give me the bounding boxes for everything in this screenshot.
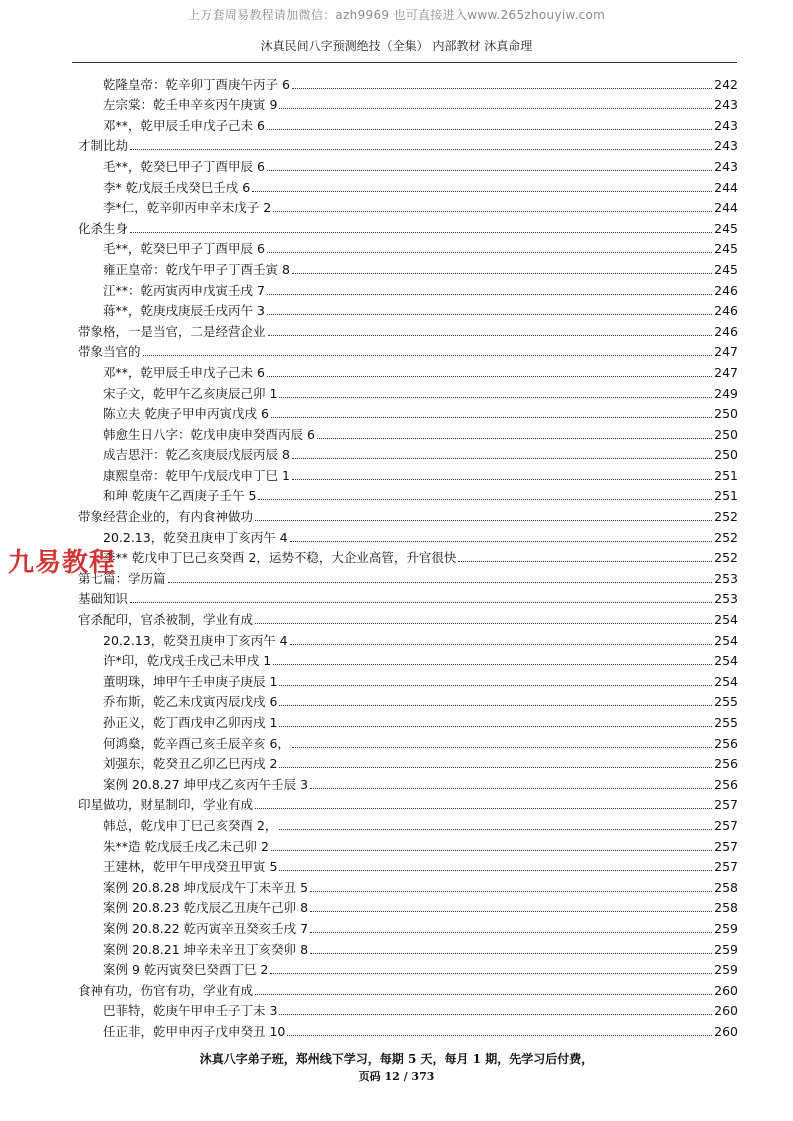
toc-entry-title: 带象经营企业的，有内食神做功 (78, 509, 254, 525)
toc-entry-page: 242 (714, 76, 738, 92)
dot-leader (279, 705, 712, 706)
toc-entry-page: 253 (714, 570, 738, 586)
toc-entry-title: 案例 20.8.27 坤甲戌乙亥丙午壬辰 3 (103, 776, 309, 792)
dot-leader (290, 541, 712, 542)
document-footer: 沐真八字弟子班，郑州线下学习，每期 5 天，每月 1 期，先学习后付费， (199, 1052, 594, 1066)
toc-entry-title: 才制比劫 (78, 138, 129, 154)
toc-entry-page: 245 (714, 241, 738, 257)
toc-entry-title: 宋子文，乾甲午乙亥庚辰己卯 1 (103, 385, 278, 401)
toc-entry-title: 成吉思汗：乾乙亥庚辰戊辰丙辰 8 (103, 447, 290, 463)
toc-entry-page: 260 (714, 1003, 738, 1019)
toc-entry-title: 康熙皇帝：乾甲午戊辰戊申丁巳 1 (103, 467, 290, 483)
toc-entry[interactable] (78, 607, 738, 628)
toc-entry-page: 250 (714, 426, 738, 442)
document-header: 沐真民间八字预测绝技（全集） 内部教材 沐真命理 (260, 39, 533, 53)
toc-entry[interactable] (78, 752, 738, 773)
toc-entry[interactable] (78, 731, 738, 752)
dot-leader (143, 355, 712, 356)
toc-entry[interactable] (78, 937, 738, 958)
toc-entry-page: 254 (714, 612, 738, 628)
dot-leader (130, 602, 712, 603)
toc-entry[interactable] (78, 958, 738, 979)
toc-entry-title: 李*仁，乾辛卯丙申辛未戊子 2 (103, 200, 272, 216)
toc-entry-title: 许*印，乾戊戌壬戌己未甲戌 1 (103, 653, 272, 669)
dot-leader (271, 850, 712, 851)
dot-leader (255, 808, 712, 809)
dot-leader (255, 623, 712, 624)
toc-entry-title: 乔布斯，乾乙未戊寅丙辰戊戌 6 (103, 694, 278, 710)
dot-leader (270, 973, 712, 974)
dot-leader (310, 911, 712, 912)
toc-entry-page: 254 (714, 673, 738, 689)
dot-leader (279, 685, 712, 686)
toc-entry-title: 巴菲特，乾庚午甲申壬子丁未 3 (103, 1003, 278, 1019)
toc-entry-page: 260 (714, 1023, 738, 1039)
toc-entry-title: 基础知识 (78, 591, 129, 607)
toc-entry-page: 245 (714, 220, 738, 236)
toc-entry[interactable] (78, 669, 738, 690)
toc-entry-page: 252 (714, 550, 738, 566)
toc-entry-title: 董明珠，坤甲午壬申庚子庚辰 1 (103, 673, 278, 689)
toc-entry-title: 王建林，乾甲午甲戌癸丑甲寅 5 (103, 859, 278, 875)
toc-entry[interactable] (78, 896, 738, 917)
toc-entry[interactable] (78, 93, 738, 114)
toc-entry-title: 邓**，乾甲辰壬申戊子己未 6 (103, 117, 265, 133)
toc-entry[interactable] (78, 710, 738, 731)
toc-entry[interactable] (78, 834, 738, 855)
dot-leader (292, 747, 712, 748)
toc-entry-page: 253 (714, 591, 738, 607)
toc-entry[interactable] (78, 319, 738, 340)
toc-entry-title: 化杀生身 (78, 220, 129, 236)
dot-leader (258, 499, 712, 500)
toc-entry-title: 雍正皇帝：乾戊午甲子丁酉壬寅 8 (103, 261, 290, 277)
dot-leader (279, 870, 712, 871)
toc-entry-page: 259 (714, 962, 738, 978)
toc-entry[interactable] (78, 134, 738, 155)
toc-entry[interactable] (78, 278, 738, 299)
toc-entry[interactable] (78, 978, 738, 999)
toc-entry-title: 第七篇：学历篇 (78, 570, 166, 586)
dot-leader (255, 994, 712, 995)
toc-entry-title: 李* 乾戊辰壬戌癸巳壬戌 6 (103, 179, 251, 195)
toc-entry-page: 259 (714, 941, 738, 957)
toc-entry-page: 251 (714, 488, 738, 504)
toc-entry-page: 252 (714, 529, 738, 545)
toc-entry-title: 朱**造 乾戊辰壬戌乙未己卯 2 (103, 838, 269, 854)
toc-entry[interactable] (78, 422, 738, 443)
dot-leader (255, 520, 712, 521)
toc-entry[interactable] (78, 484, 738, 505)
toc-entry-page: 257 (714, 817, 738, 833)
toc-entry-page: 255 (714, 694, 738, 710)
toc-entry[interactable] (78, 875, 738, 896)
toc-entry-title: 食神有功，伤官有功，学业有成 (78, 982, 254, 998)
toc-entry[interactable] (78, 381, 738, 402)
dot-leader (317, 438, 712, 439)
toc-entry-title: 官杀配印，官杀被制，学业有成 (78, 612, 254, 628)
toc-entry-title: 毛**，乾癸巳甲子丁酉甲辰 6 (103, 158, 265, 174)
toc-entry-page: 257 (714, 859, 738, 875)
dot-leader (292, 479, 712, 480)
toc-entry-page: 247 (714, 344, 738, 360)
toc-entry[interactable] (78, 999, 738, 1020)
dot-leader (267, 314, 712, 315)
dot-leader (279, 108, 712, 109)
toc-entry-title: 和珅 乾庚午乙酉庚子壬午 5 (103, 488, 257, 504)
toc-entry-page: 255 (714, 715, 738, 730)
dot-leader (252, 191, 712, 192)
dot-leader (271, 417, 712, 418)
dot-leader (310, 953, 712, 954)
toc-entry[interactable] (78, 237, 738, 258)
dot-leader (130, 232, 712, 233)
toc-entry-page: 244 (714, 179, 738, 195)
toc-entry-title: 案例 20.8.21 坤辛未辛丑丁亥癸卯 8 (103, 941, 309, 957)
toc-entry[interactable] (78, 546, 738, 567)
header-divider (72, 62, 737, 63)
dot-leader (292, 458, 712, 459)
toc-entry[interactable] (78, 154, 738, 175)
toc-entry-title: 案例 20.8.28 坤戊辰戊午丁未辛丑 5 (103, 879, 309, 895)
toc-entry[interactable] (78, 443, 738, 464)
toc-entry[interactable] (78, 257, 738, 278)
toc-entry-page: 247 (714, 364, 738, 380)
toc-entry-page: 243 (714, 117, 738, 133)
toc-entry-title: 乾隆皇帝：乾辛卯丁酉庚午丙子 6 (103, 76, 290, 92)
toc-entry[interactable] (78, 772, 738, 793)
toc-entry-page: 257 (714, 838, 738, 854)
toc-entry-page: 256 (714, 735, 738, 751)
dot-leader (310, 932, 712, 933)
dot-leader (458, 561, 712, 562)
toc-entry-page: 254 (714, 632, 738, 648)
toc-entry[interactable] (78, 504, 738, 525)
toc-entry-page: 258 (714, 900, 738, 916)
dot-leader (279, 767, 712, 768)
toc-entry-page: 258 (714, 879, 738, 895)
toc-entry-title: 左宗棠：乾壬申辛亥丙午庚寅 9 (103, 97, 278, 113)
toc-entry-title: 20.2.13，乾癸丑庚申丁亥丙午 4 (103, 529, 288, 545)
toc-entry-page: 243 (714, 138, 738, 154)
toc-entry-page: 249 (714, 385, 738, 401)
toc-entry-title: 韩总，乾戊申丁巳己亥癸酉 2， (103, 817, 278, 833)
toc-entry[interactable] (78, 463, 738, 484)
toc-entry[interactable] (78, 402, 738, 423)
toc-entry[interactable] (78, 628, 738, 649)
dot-leader (267, 252, 712, 253)
toc-entry[interactable] (78, 649, 738, 670)
toc-entry-page: 246 (714, 323, 738, 339)
toc-entry[interactable] (78, 813, 738, 834)
toc-entry-title: 刘强东，乾癸丑乙卯乙巳丙戌 2 (103, 756, 278, 772)
toc-entry-title: 案例 20.8.22 乾丙寅辛丑癸亥壬戌 7 (103, 920, 309, 936)
toc-entry[interactable] (78, 216, 738, 237)
toc-entry[interactable] (78, 360, 738, 381)
toc-entry-page: 256 (714, 756, 738, 772)
toc-entry-title: 案例 9 乾丙寅癸巳癸酉丁巳 2 (103, 962, 269, 978)
toc-entry-page: 259 (714, 920, 738, 936)
toc-entry-title: 江**：乾丙寅丙申戊寅壬戌 7 (103, 282, 265, 298)
dot-leader (290, 644, 712, 645)
page-number: 页码 12 / 373 (358, 1070, 435, 1083)
toc-entry[interactable] (78, 175, 738, 196)
dot-leader (267, 129, 712, 130)
dot-leader (130, 149, 712, 150)
toc-entry-title: 毛**，乾癸巳甲子丁酉甲辰 6 (103, 241, 265, 257)
table-of-contents (78, 72, 738, 1040)
toc-entry-page: 246 (714, 282, 738, 298)
toc-entry-page: 260 (714, 982, 738, 998)
toc-entry[interactable] (78, 1019, 738, 1040)
toc-entry-title: 何鸿燊，乾辛酉己亥壬辰辛亥 6， (103, 735, 290, 751)
toc-entry-title: 带象当官的 (78, 344, 141, 360)
toc-entry[interactable] (78, 340, 738, 361)
dot-leader (267, 376, 712, 377)
toc-entry-page: 257 (714, 797, 738, 813)
toc-entry[interactable] (78, 72, 738, 93)
dot-leader (279, 1014, 712, 1015)
toc-entry[interactable] (78, 113, 738, 134)
dot-leader (292, 273, 712, 274)
dot-leader (268, 335, 712, 336)
toc-entry-title: 蒋**，乾庚戌庚辰壬戌丙午 3 (103, 303, 265, 319)
toc-entry-page: 243 (714, 158, 738, 174)
dot-leader (310, 891, 712, 892)
toc-entry-title: 李** 乾戊申丁巳己亥癸酉 2，运势不稳，大企业高管，升官很快 (103, 550, 457, 566)
toc-entry-page: 250 (714, 447, 738, 463)
dot-leader (273, 664, 712, 665)
toc-entry-title: 20.2.13，乾癸丑庚申丁亥丙午 4 (103, 632, 288, 648)
toc-entry-title: 案例 20.8.23 乾戊辰乙丑庚午己卯 8 (103, 900, 309, 916)
toc-entry[interactable] (78, 690, 738, 711)
brand-watermark: 九易教程 (8, 548, 117, 578)
toc-entry-page: 245 (714, 261, 738, 277)
dot-leader (310, 788, 712, 789)
toc-entry-page: 246 (714, 303, 738, 319)
toc-entry[interactable] (78, 299, 738, 320)
toc-entry-title: 带象格，一是当官，二是经营企业 (78, 323, 266, 339)
dot-leader (279, 397, 712, 398)
dot-leader (168, 582, 712, 583)
toc-entry-page: 244 (714, 200, 738, 216)
toc-entry[interactable] (78, 525, 738, 546)
toc-entry-title: 邓**，乾甲辰壬申戊子己未 6 (103, 364, 265, 380)
toc-entry[interactable] (78, 196, 738, 217)
toc-entry-title: 任正非，乾甲申丙子戊申癸丑 10 (103, 1023, 286, 1039)
toc-entry-page: 254 (714, 653, 738, 669)
toc-entry-title: 印星做功，财星制印，学业有成 (78, 797, 254, 813)
toc-entry[interactable] (78, 587, 738, 608)
toc-entry-page: 243 (714, 97, 738, 113)
dot-leader (292, 88, 712, 89)
dot-leader (267, 294, 712, 295)
toc-entry[interactable] (78, 916, 738, 937)
toc-entry-page: 256 (714, 776, 738, 792)
toc-entry-page: 251 (714, 467, 738, 483)
toc-entry-title: 孙正义，乾丁酉戊申乙卯丙戌 1 (103, 715, 278, 730)
toc-entry-page: 250 (714, 406, 738, 422)
toc-entry[interactable] (78, 855, 738, 876)
dot-leader (287, 1035, 712, 1036)
dot-leader (273, 211, 712, 212)
toc-entry-page: 252 (714, 509, 738, 525)
contact-watermark: 上万套周易教程请加微信：azh9969 也可直接进入www.265zhouyiw.com (187, 8, 606, 22)
toc-entry-title: 陈立夫 乾庚子甲申丙寅戊戌 6 (103, 406, 269, 422)
dot-leader (267, 170, 712, 171)
toc-entry[interactable] (78, 793, 738, 814)
dot-leader (279, 726, 712, 727)
dot-leader (279, 829, 712, 830)
toc-entry-title: 韩愈生日八字：乾戊申庚申癸酉丙辰 6 (103, 426, 315, 442)
toc-entry[interactable] (78, 566, 738, 587)
